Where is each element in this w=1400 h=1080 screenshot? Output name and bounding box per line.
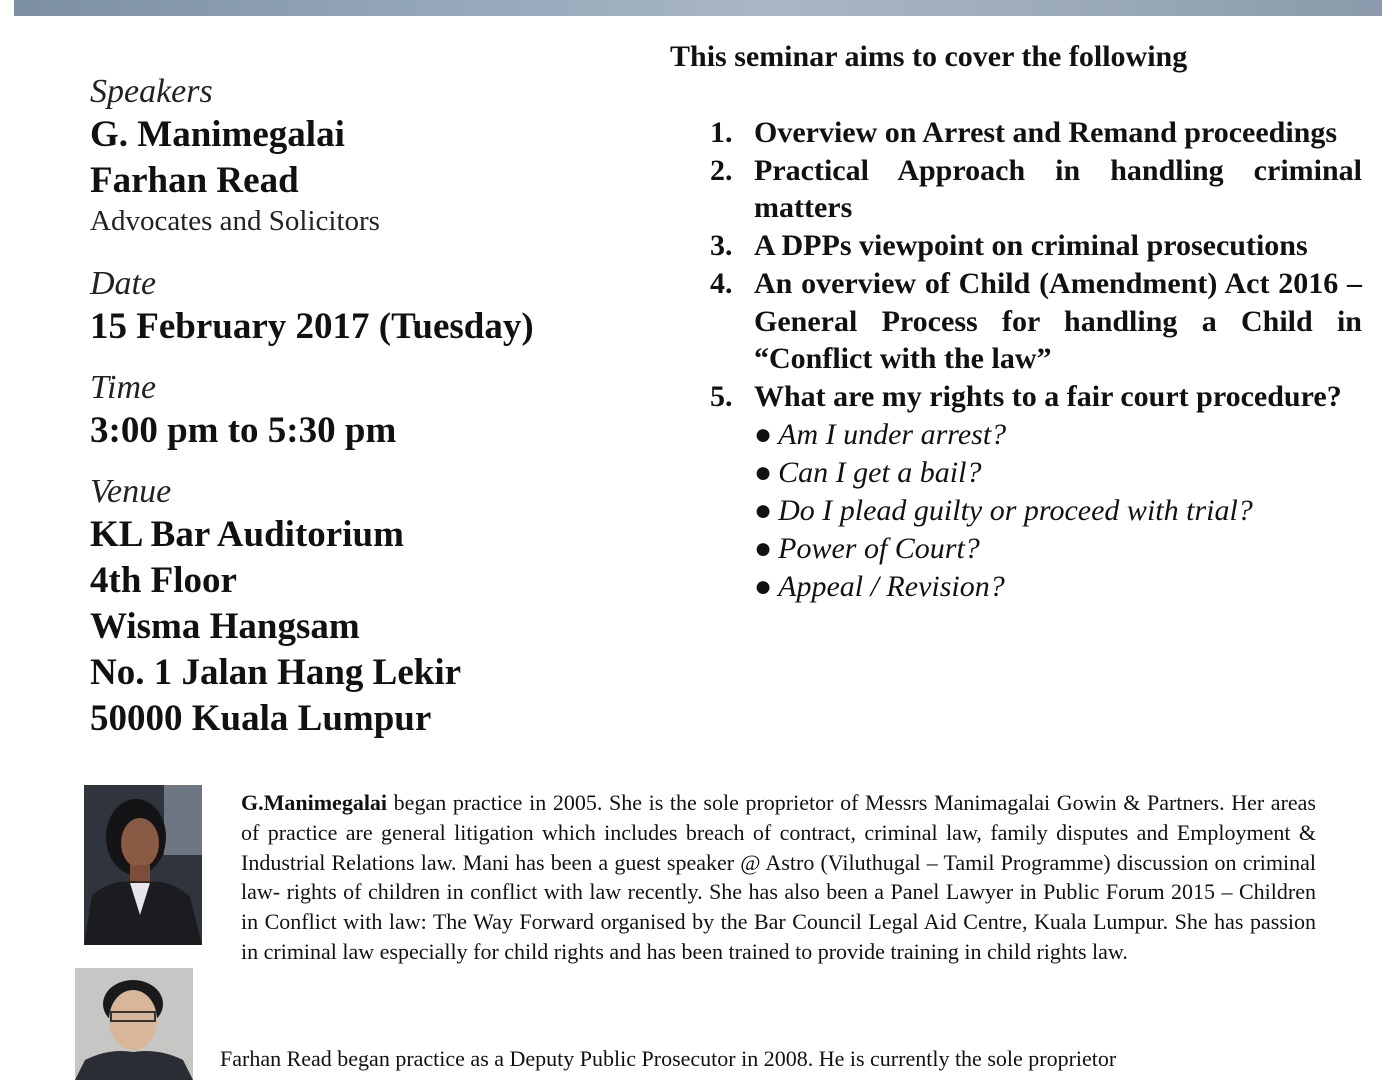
topic-text: An overview of Child (Amendment) Act 2016 – General Process for handling a Child in “Conflict with the law” bbox=[754, 266, 1362, 376]
topic-text: Practical Approach in handling criminal matters bbox=[754, 153, 1362, 225]
topic-number: 3. bbox=[710, 229, 733, 263]
topic-item bbox=[710, 227, 1362, 265]
topic-number: 2. bbox=[710, 153, 733, 187]
subquestion-item bbox=[754, 416, 1362, 454]
bullet-icon: ● bbox=[754, 531, 773, 565]
bio-1-text: began practice in 2005. She is the sole proprietor of Messrs Manimagalai Gowin & Partners. Her areas of practice are general litigation which includes breach of contract, criminal law, family disputes and Employment & Industrial Relations law. Mani has been a guest speaker @ Astro (Viluthugal – Tamil Programme) discussion on criminal law- rights of children in conflict with law recently. She has also been a Panel Lawyer in Public Forum 2015 – Children in Conflict with law: The Way Forward organised by the Bar Council Legal Aid Centre, Kuala Lumpur. She has passion in criminal law especially for child rights and has been trained to provide training in child rights law. bbox=[241, 790, 1316, 964]
venue-line: 4th Floor bbox=[90, 560, 237, 601]
subquestion-item bbox=[754, 454, 1362, 492]
seminar-title: This seminar aims to cover the following bbox=[670, 40, 1188, 73]
subquestion-text: Can I get a bail? bbox=[778, 455, 982, 489]
time-value: 3:00 pm to 5:30 pm bbox=[90, 410, 397, 451]
topic-item bbox=[710, 114, 1362, 152]
bullet-icon: ● bbox=[754, 417, 773, 451]
bio-1-name: G.Manimegalai bbox=[241, 790, 388, 815]
bullet-icon: ● bbox=[754, 493, 773, 527]
speaker-2-photo bbox=[75, 968, 193, 1080]
subquestion-text: Power of Court? bbox=[778, 531, 980, 565]
speaker-1-name: G. Manimegalai bbox=[90, 114, 345, 155]
topic-text: What are my rights to a fair court procedure? bbox=[754, 379, 1342, 413]
subquestion-text: Appeal / Revision? bbox=[778, 569, 1005, 603]
time-label: Time bbox=[90, 369, 157, 406]
topic-item bbox=[710, 378, 1362, 606]
topic-item bbox=[710, 152, 1362, 227]
venue-line: Wisma Hangsam bbox=[90, 606, 360, 647]
topic-number: 1. bbox=[710, 116, 733, 149]
speaker-1-photo bbox=[84, 785, 202, 945]
bullet-icon: ● bbox=[754, 569, 773, 603]
topic-number: 4. bbox=[710, 266, 733, 300]
bullet-icon: ● bbox=[754, 455, 773, 489]
date-label: Date bbox=[90, 265, 157, 302]
topic-number: 5. bbox=[710, 379, 733, 413]
venue-line: KL Bar Auditorium bbox=[90, 514, 404, 555]
subquestion-item bbox=[754, 530, 1362, 568]
subquestion-item bbox=[754, 568, 1362, 606]
subquestion-list bbox=[754, 416, 1362, 606]
subquestion-text: Do I plead guilty or proceed with trial? bbox=[778, 493, 1253, 527]
speaker-2-name: Farhan Read bbox=[90, 160, 299, 201]
speaker-2-bio: Farhan Read began practice as a Deputy Public Prosecutor in 2008. He is currently the sole proprietor bbox=[220, 1046, 1117, 1071]
speaker-role: Advocates and Solicitors bbox=[90, 205, 380, 237]
date-value: 15 February 2017 (Tuesday) bbox=[90, 306, 534, 347]
subquestion-item bbox=[754, 492, 1362, 530]
header-band bbox=[14, 0, 1382, 16]
topic-text: A DPPs viewpoint on criminal prosecutions bbox=[754, 229, 1308, 263]
topic-text: Overview on Arrest and Remand proceedings bbox=[754, 116, 1338, 149]
venue-line: 50000 Kuala Lumpur bbox=[90, 698, 432, 739]
speakers-label: Speakers bbox=[90, 73, 213, 110]
speaker-1-bio bbox=[241, 788, 1316, 967]
venue-line: No. 1 Jalan Hang Lekir bbox=[90, 652, 462, 693]
topic-list bbox=[710, 114, 1362, 606]
subquestion-text: Am I under arrest? bbox=[778, 417, 1007, 451]
event-details bbox=[90, 72, 650, 742]
topic-item bbox=[710, 265, 1362, 378]
venue-label: Venue bbox=[90, 473, 172, 510]
